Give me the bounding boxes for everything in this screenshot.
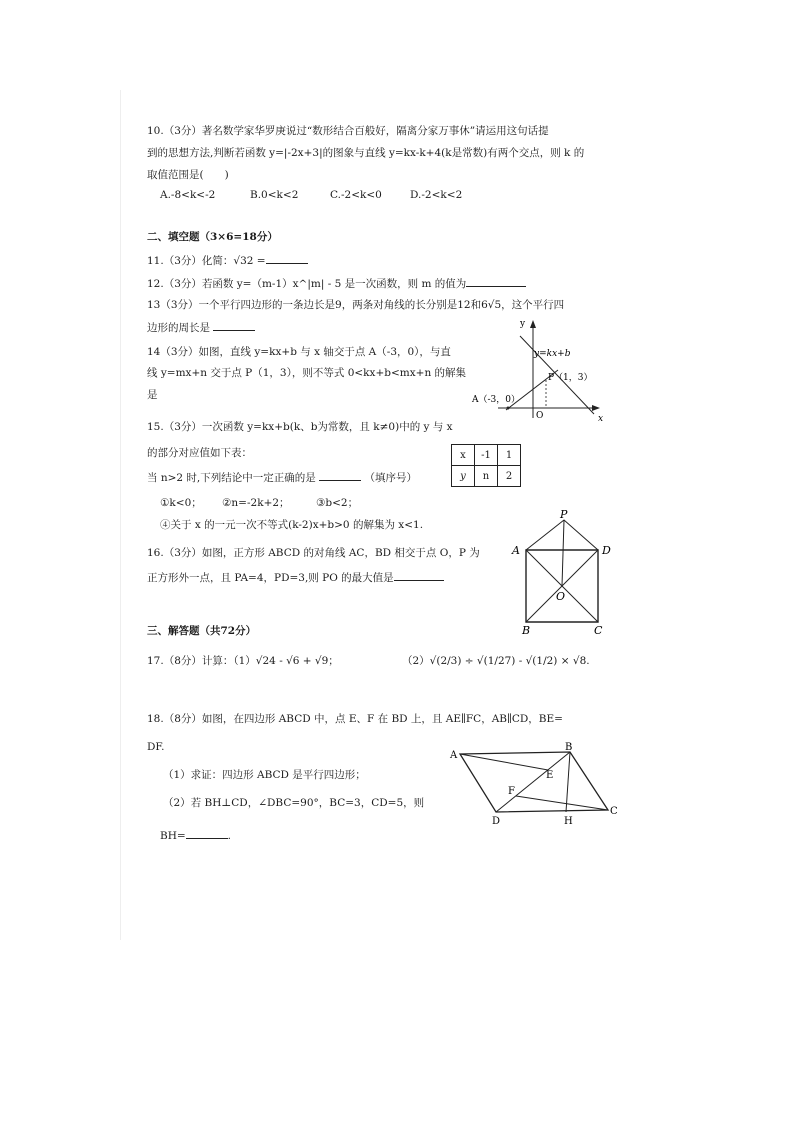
label-a: A: [450, 750, 458, 761]
q16-figure: [510, 508, 620, 638]
table-cell: n: [475, 466, 498, 487]
table-row: [452, 445, 521, 466]
x-axis-arrow: [592, 405, 600, 411]
label-b: B: [565, 742, 573, 753]
q10-line3: 取值范围是( ): [147, 169, 229, 181]
segment-fc: [516, 796, 608, 810]
q10-line1: 10.（3分）著名数学家华罗庚说过“数形结合百般好，隔离分家万事休”请运用这句话提: [147, 125, 549, 137]
segment-po: [562, 520, 564, 586]
q10-option-a: A.-8<k<-2: [160, 189, 216, 201]
table-row: [452, 466, 521, 487]
label-b: B: [522, 624, 531, 637]
q15-opt1: ①k<0；: [160, 497, 202, 509]
q18-figure: [448, 742, 623, 832]
p-label: P（1，3）: [548, 373, 593, 383]
q13-line2: 边形的周长是: [147, 320, 255, 335]
label-h: H: [564, 816, 573, 827]
section2-title: 二、填空题（3×6=18分）: [147, 231, 278, 243]
q15-opt3: ③b<2；: [316, 497, 359, 509]
q18-line2: DF.: [147, 741, 165, 753]
scan-edge: [120, 90, 121, 940]
label-c: C: [594, 624, 603, 637]
section3-title: 三、解答题（共72分）: [147, 625, 257, 637]
q15-line2: 的部分对应值如下表：: [147, 447, 252, 459]
a-label: A（-3，0）: [472, 395, 520, 405]
label-d: D: [492, 816, 501, 827]
q18-line1: 18.（8分）如图，在四边形 ABCD 中，点 E、F 在 BD 上，且 AE∥FC，AB∥CD，BE=: [147, 713, 563, 725]
label-f: F: [508, 786, 515, 797]
q18-line3: （1）求证：四边形 ABCD 是平行四边形；: [163, 769, 366, 781]
line-label: y=kx+b: [534, 349, 571, 359]
table-cell: y: [452, 466, 475, 487]
q16-line1: 16.（3分）如图，正方形 ABCD 的对角线 AC，BD 相交于点 O，P 为: [147, 547, 480, 559]
table-cell: -1: [475, 445, 498, 466]
table-cell: 2: [498, 466, 521, 487]
q14-line1: 14（3分）如图，直线 y=kx+b 与 x 轴交于点 A（-3，0），与直: [147, 346, 451, 358]
q15-line1: 15.（3分）一次函数 y=kx+b(k、b为常数，且 k≠0)中的 y 与 x: [147, 421, 453, 433]
y-axis-label: y: [520, 319, 526, 329]
label-e: E: [546, 770, 554, 781]
q15-opt2: ②n=-2k+2；: [222, 497, 290, 509]
q13-line1: 13（3分）一个平行四边形的一条边长是9，两条对角线的长分别是12和6√5，这个平行四: [147, 299, 565, 311]
point-a: [507, 407, 510, 410]
q14-line2: 线 y=mx+n 交于点 P（1，3），则不等式 0<kx+b<mx+n 的解集: [147, 367, 467, 379]
q18-line5: BH= .: [160, 830, 232, 842]
q10-option-b: B.0<k<2: [250, 189, 299, 201]
label-a: A: [512, 544, 520, 557]
q10-option-d: D.-2<k<2: [410, 189, 463, 201]
label-c: C: [610, 806, 618, 817]
y-axis-arrow: [530, 320, 536, 328]
label-d: D: [602, 544, 611, 557]
q15-opt4: ④关于 x 的一元一次不等式(k-2)x+b>0 的解集为 x<1.: [160, 519, 424, 531]
q14-line3: 是: [147, 389, 158, 401]
x-axis-label: x: [598, 414, 604, 424]
q17-part1: 17.（8分）计算：（1）√24 - √6 + √9；: [147, 655, 339, 667]
q11-text: 11.（3分）化简：√32 =: [147, 253, 308, 268]
q10-line2: 到的思想方法,判断若函数 y=|-2x+3|的图象与直线 y=kx-k+4(k是常数)有两个交点，则 k 的: [147, 147, 585, 159]
segment-bh: [566, 752, 570, 812]
parallelogram-abcd: [460, 752, 608, 812]
label-p: P: [560, 508, 568, 521]
label-o: O: [556, 590, 566, 603]
table-cell: 1: [498, 445, 521, 466]
segment-ae: [460, 754, 548, 770]
table-cell: x: [452, 445, 475, 466]
q17-part2: （2）√(2/3) ÷ √(1/27) - √(1/2) × √8.: [402, 655, 590, 667]
q14-graph: [472, 318, 604, 428]
origin-label: O: [536, 411, 544, 421]
q18-line4: （2）若 BH⊥CD，∠DBC=90°，BC=3，CD=5，则: [163, 797, 425, 809]
triangle-pad: [526, 520, 598, 550]
q12-text: 12.（3分）若函数 y=（m-1）x^|m| - 5 是一次函数，则 m 的值为: [147, 276, 526, 291]
q15-table: [451, 444, 521, 487]
q15-line3: 当 n>2 时,下列结论中一定正确的是 （填序号）: [147, 472, 417, 484]
q10-option-c: C.-2<k<0: [330, 189, 382, 201]
q16-line2: 正方形外一点，且 PA=4，PD=3,则 PO 的最大值是: [147, 570, 444, 585]
